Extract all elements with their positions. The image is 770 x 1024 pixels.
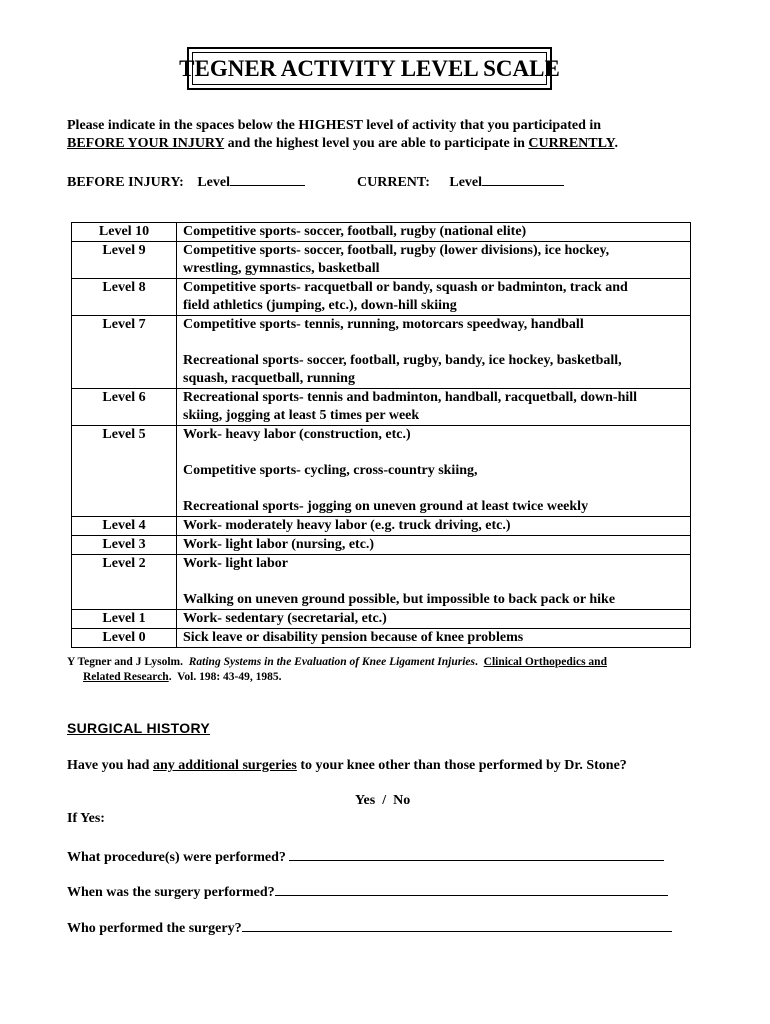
level-cell: Level 1: [72, 610, 177, 629]
level-cell: Level 3: [72, 536, 177, 555]
page-title: TEGNER ACTIVITY LEVEL SCALE: [192, 52, 547, 85]
before-injury-row: [67, 171, 305, 192]
table-row: [72, 223, 691, 242]
description-cell: [177, 389, 691, 426]
who-row: [67, 917, 672, 938]
when-row: [67, 881, 668, 902]
when-input[interactable]: [275, 881, 668, 896]
description-line: Recreational sports- soccer, football, rugby, bandy, ice hockey, basketball,: [183, 353, 622, 368]
description-line: Sick leave or disability pension because of knee problems: [183, 630, 524, 645]
current-label: CURRENT:: [357, 175, 430, 190]
reference-journal-b: Related Research: [83, 671, 169, 683]
surgery-question: [67, 757, 627, 775]
description-line: Work- heavy labor (construction, etc.): [183, 427, 411, 442]
surgery-question-pre: Have you had: [67, 758, 153, 773]
instructions-period: .: [614, 136, 618, 151]
description-line: Competitive sports- soccer, football, rugby (national elite): [183, 224, 527, 239]
description-cell: [177, 555, 691, 610]
description-cell: [177, 426, 691, 517]
title-box: [179, 47, 560, 90]
procedure-input[interactable]: [289, 846, 664, 861]
description-line: squash, racquetball, running: [183, 371, 355, 386]
description-line: Walking on uneven ground possible, but impossible to back pack or hike: [183, 592, 616, 607]
description-line: Competitive sports- soccer, football, rugby (lower divisions), ice hockey,: [183, 243, 610, 258]
surgical-history-heading: SURGICAL HISTORY: [67, 720, 211, 736]
description-line: Competitive sports- racquetball or bandy, squash or badminton, track and: [183, 280, 628, 295]
table-row: [72, 536, 691, 555]
description-line: Work- light labor (nursing, etc.): [183, 537, 375, 552]
table-row: [72, 555, 691, 610]
procedure-row: [67, 846, 664, 867]
spacer-line: [183, 334, 686, 352]
table-row: [72, 517, 691, 536]
before-injury-label: BEFORE INJURY:: [67, 175, 184, 190]
description-cell: [177, 279, 691, 316]
reference-details: Vol. 198: 43-49, 1985.: [177, 671, 282, 683]
description-line: Work- moderately heavy labor (e.g. truck driving, etc.): [183, 518, 511, 533]
when-question: When was the surgery performed?: [67, 885, 275, 900]
before-level-input[interactable]: [230, 171, 305, 186]
procedure-question: What procedure(s) were performed?: [67, 850, 286, 865]
spacer-line: [183, 573, 686, 591]
before-level-label: Level: [197, 175, 230, 190]
description-line: Competitive sports- tennis, running, motorcars speedway, handball: [183, 317, 584, 332]
level-cell: Level 10: [72, 223, 177, 242]
description-line: Work- sedentary (secretarial, etc.): [183, 611, 387, 626]
description-line: Work- light labor: [183, 556, 289, 571]
tegner-scale-table: [71, 222, 691, 648]
who-input[interactable]: [242, 917, 672, 932]
instructions-line-1: Please indicate in the spaces below the HIGHEST level of activity that you participated in: [67, 118, 602, 133]
before-injury-emphasis: BEFORE YOUR INJURY: [67, 136, 225, 151]
description-line: wrestling, gymnastics, basketball: [183, 261, 380, 276]
reference-article: Rating Systems in the Evaluation of Knee Ligament Injuries: [188, 656, 476, 668]
reference-authors: Y Tegner and J Lysolm.: [67, 656, 183, 668]
spacer-line: [183, 444, 686, 462]
level-cell: Level 9: [72, 242, 177, 279]
level-cell: Level 7: [72, 316, 177, 389]
if-yes-label: If Yes:: [67, 811, 105, 826]
reference-journal-a: Clinical Orthopedics and: [483, 656, 607, 668]
description-cell: [177, 536, 691, 555]
table-row: [72, 629, 691, 648]
level-cell: Level 0: [72, 629, 177, 648]
description-cell: [177, 629, 691, 648]
spacer-line: [183, 480, 686, 498]
level-cell: Level 4: [72, 517, 177, 536]
instructions-middle: and the highest level you are able to participate in: [224, 136, 529, 151]
description-line: Competitive sports- cycling, cross-country skiing,: [183, 463, 478, 478]
table-row: [72, 316, 691, 389]
table-row: [72, 279, 691, 316]
reference-citation: [67, 655, 607, 685]
description-cell: [177, 517, 691, 536]
table-row: [72, 389, 691, 426]
reference-line-2: Related Research. Vol. 198: 43-49, 1985.: [83, 671, 282, 683]
description-cell: [177, 242, 691, 279]
description-line: skiing, jogging at least 5 times per week: [183, 408, 420, 423]
description-cell: [177, 610, 691, 629]
instructions-line-2: [67, 135, 618, 153]
level-cell: Level 2: [72, 555, 177, 610]
table-row: [72, 242, 691, 279]
table-row: [72, 426, 691, 517]
surgery-question-post: to your knee other than those performed by Dr. Stone?: [296, 758, 627, 773]
currently-emphasis: CURRENTLY: [528, 136, 615, 151]
yes-no-choice[interactable]: Yes / No: [355, 793, 411, 808]
description-line: Recreational sports- tennis and badminton, handball, racquetball, down-hill: [183, 390, 638, 405]
description-line: Recreational sports- jogging on uneven ground at least twice weekly: [183, 499, 589, 514]
surgery-question-emphasis: any additional surgeries: [152, 758, 297, 773]
reference-line-1: Y Tegner and J Lysolm. Rating Systems in the Evaluation of Knee Ligament Injuries. Clinical Orthopedics and: [67, 656, 607, 668]
current-level-input[interactable]: [482, 171, 564, 186]
table-row: [72, 610, 691, 629]
description-cell: [177, 316, 691, 389]
level-cell: Level 6: [72, 389, 177, 426]
current-row: [357, 171, 564, 192]
who-question: Who performed the surgery?: [67, 921, 242, 936]
current-level-label: Level: [449, 175, 483, 190]
level-cell: Level 5: [72, 426, 177, 517]
level-cell: Level 8: [72, 279, 177, 316]
description-line: field athletics (jumping, etc.), down-hill skiing: [183, 298, 457, 313]
description-cell: [177, 223, 691, 242]
